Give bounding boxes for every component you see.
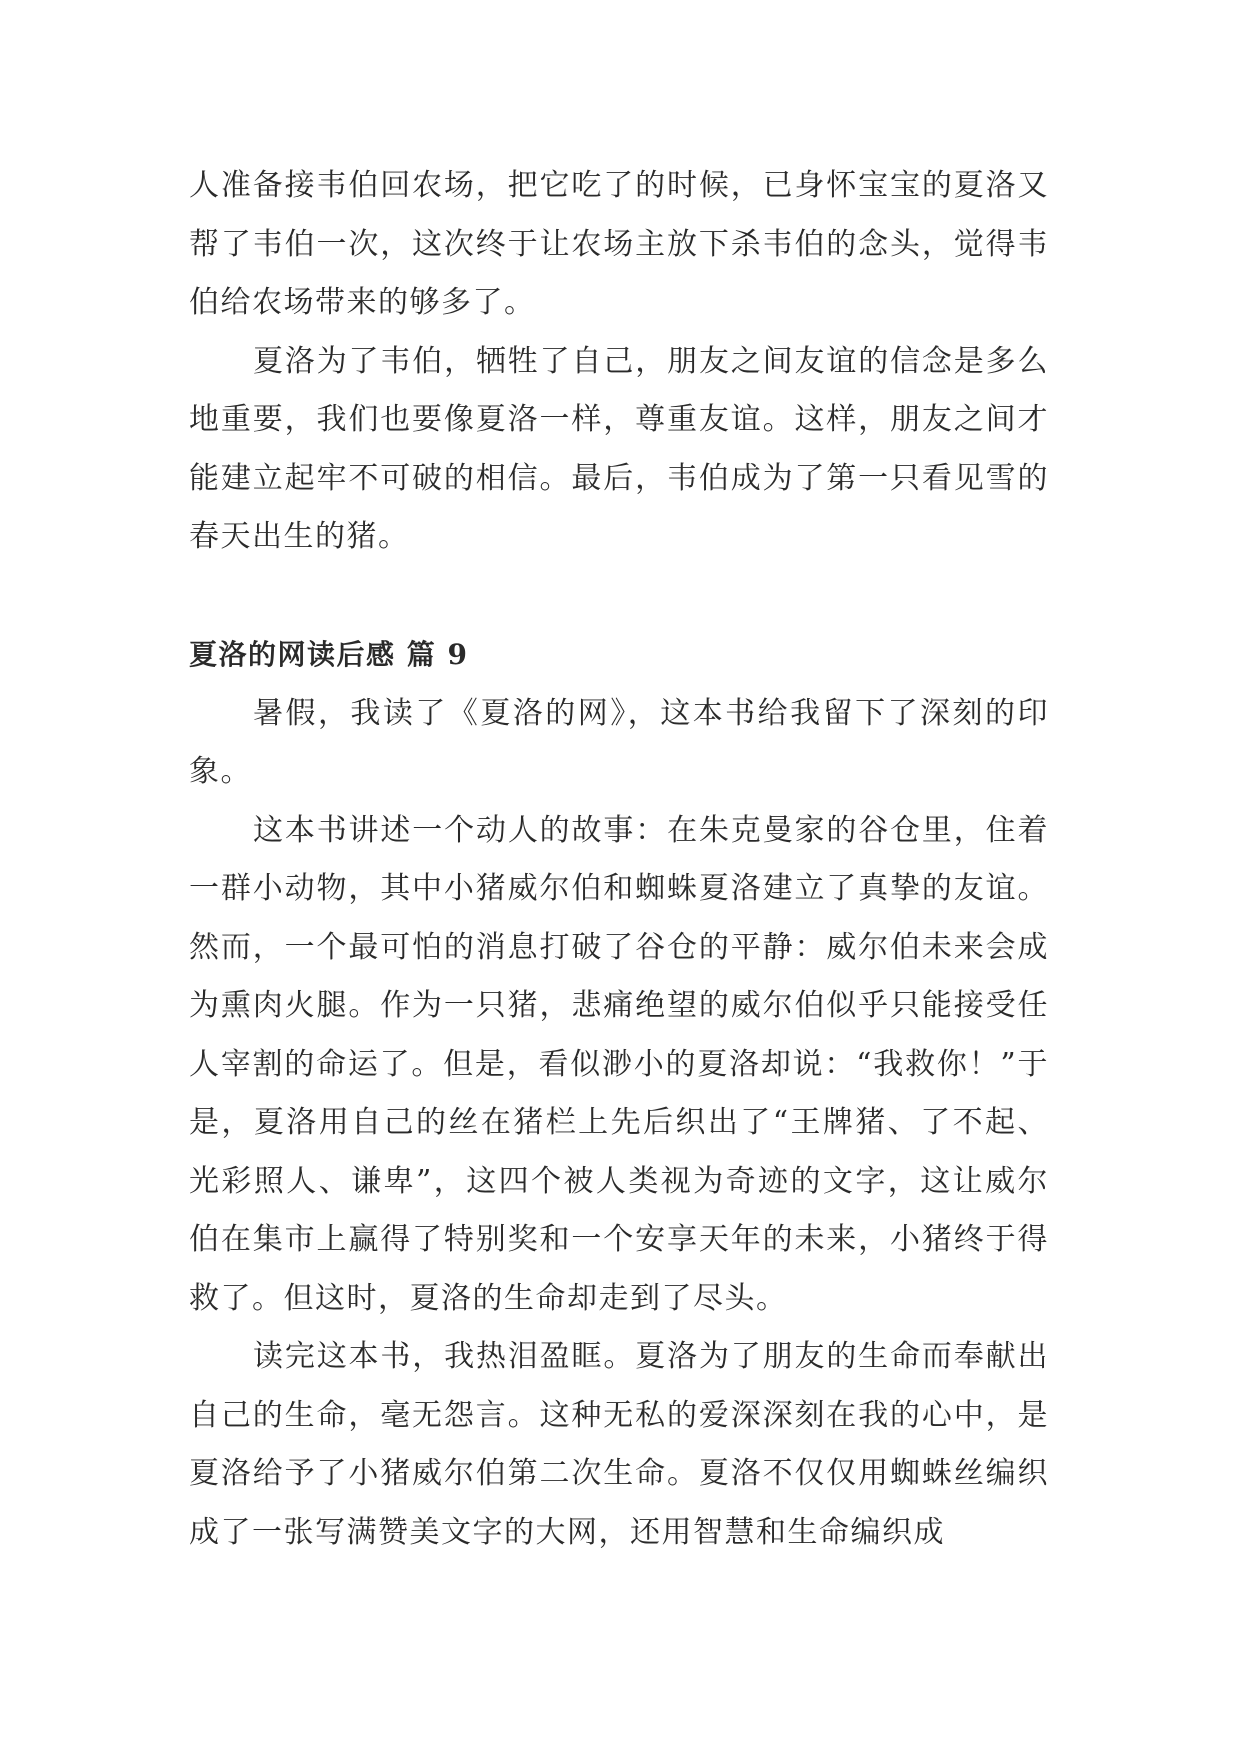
essay-section-9	[189, 626, 1049, 1562]
paragraph-continued: 人准备接韦伯回农场，把它吃了的时候，已身怀宝宝的夏洛又帮了韦伯一次，这次终于让农场主放下杀韦伯的念头，觉得韦伯给农场带来的够多了。	[189, 168, 1049, 320]
paragraph: 这本书讲述一个动人的故事：在朱克曼家的谷仓里，住着一群小动物，其中小猪威尔伯和蜘蛛夏洛建立了真挚的友谊。然而，一个最可怕的消息打破了谷仓的平静：威尔伯未来会成为熏肉火腿。作为一只猪，悲痛绝望的威尔伯似乎只能接受任人宰割的命运了。但是，看似渺小的夏洛却说：“我救你！”于是，夏洛用自己的丝在猪栏上先后织出了“王牌猪、了不起、光彩照人、谦卑”，这四个被人类视为奇迹的文字，这让威尔伯在集市上赢得了特别奖和一个安享天年的未来，小猪终于得救了。但这时，夏洛的生命却走到了尽头。	[189, 812, 1049, 1316]
section-title: 夏洛的网读后感 篇 9	[189, 638, 469, 671]
previous-section-continuation	[189, 157, 1049, 567]
paragraph: 暑假，我读了《夏洛的网》，这本书给我留下了深刻的印象。	[189, 695, 1049, 789]
paragraph: 夏洛为了韦伯，牺牲了自己，朋友之间友谊的信念是多么地重要，我们也要像夏洛一样，尊重友谊。这样，朋友之间才能建立起牢不可破的相信。最后，韦伯成为了第一只看见雪的春天出生的猪。	[189, 343, 1049, 554]
paragraph: 读完这本书，我热泪盈眶。夏洛为了朋友的生命而奉献出自己的生命，毫无怨言。这种无私的爱深深刻在我的心中，是夏洛给予了小猪威尔伯第二次生命。夏洛不仅仅用蜘蛛丝编织成了一张写满赞美文字的大网，还用智慧和生命编织成	[189, 1339, 1049, 1550]
